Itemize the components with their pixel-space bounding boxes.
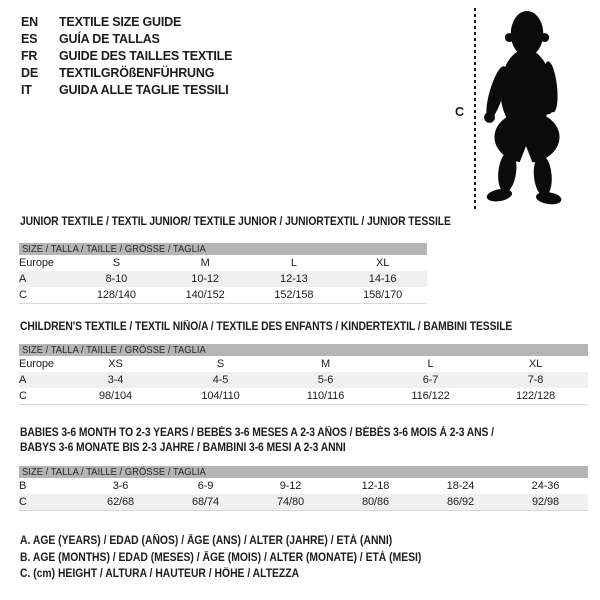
table-cell: 128/140 — [96, 289, 136, 301]
table-cell: S — [216, 358, 225, 370]
table-cell: S — [112, 257, 120, 269]
size-header-bar — [19, 243, 427, 255]
language-title-list — [21, 14, 232, 99]
table-cell: 10-12 — [191, 273, 219, 285]
table-cell: 80/86 — [361, 496, 390, 508]
table-cell: 3-6 — [112, 480, 129, 492]
note-age-years — [20, 533, 466, 550]
note-text: A. AGE (YEARS) / EDAD (AÑOS) / ÂGE (ANS) / ALTER (JAHRE) / ETÀ (ANNI) — [20, 535, 393, 547]
table-row — [19, 271, 427, 287]
row-label: Europe — [19, 257, 54, 269]
table-title-text: CHILDREN'S TEXTILE / TEXTIL NIÑO/A / TEXTILE DES ENFANTS / KINDERTEXTIL / BAMBINI TESSILE — [20, 321, 513, 333]
table-cell: L — [427, 358, 434, 370]
table-row — [19, 356, 588, 372]
size-header-bar — [19, 344, 588, 356]
note-text: C. (cm) HEIGHT / ALTURA / HAUTEUR / HÖHE / ALTEZZA — [20, 568, 300, 580]
list-item — [21, 65, 232, 82]
list-item — [21, 48, 232, 65]
table-cell: M — [200, 257, 210, 269]
list-item — [21, 31, 232, 48]
table-cell: 98/104 — [98, 390, 133, 402]
table-cell: 152/158 — [274, 289, 314, 301]
table-row — [19, 494, 588, 511]
legend-notes — [20, 533, 466, 583]
table-cell: 74/80 — [276, 496, 305, 508]
note-age-months — [20, 550, 466, 567]
table-row — [19, 388, 588, 405]
childrens-textile-section — [19, 322, 588, 405]
junior-textile-section — [19, 216, 451, 304]
table-title — [20, 441, 588, 456]
row-label: A — [19, 374, 27, 386]
childrens-size-table — [19, 356, 588, 405]
language-title: TEXTILGRÖßENFÜHRUNG — [59, 66, 215, 80]
table-cell: 158/170 — [363, 289, 403, 301]
language-code: DE — [21, 66, 38, 80]
table-cell: 7-8 — [527, 374, 544, 386]
table-cell: 140/152 — [185, 289, 225, 301]
table-cell: M — [320, 358, 331, 370]
row-label: A — [19, 273, 27, 285]
table-cell: 8-10 — [105, 273, 128, 285]
table-title — [20, 216, 451, 228]
table-cell: 12-13 — [280, 273, 308, 285]
list-item — [21, 82, 232, 99]
table-cell: 122/128 — [515, 390, 556, 402]
table-cell: L — [290, 257, 297, 269]
table-title — [20, 322, 588, 333]
language-title: GUIDA ALLE TAGLIE TESSILI — [59, 83, 229, 97]
table-cell: 14-16 — [368, 273, 397, 285]
table-cell: 110/116 — [306, 390, 345, 402]
table-cell: 86/92 — [446, 496, 475, 508]
table-cell: 4-5 — [212, 374, 229, 386]
table-title — [20, 426, 588, 441]
language-code: IT — [21, 83, 32, 97]
table-cell: 9-12 — [279, 480, 302, 492]
table-cell: 6-7 — [422, 374, 439, 386]
row-label: C — [19, 390, 27, 402]
note-text: B. AGE (MONTHS) / EDAD (MESES) / ÂGE (MOIS) / ALTER (MONATE) / ETÀ (MESI) — [20, 551, 422, 564]
size-header-label: SIZE / TALLA / TAILLE / GRÖSSE / TAGLIA — [22, 466, 206, 478]
size-header-label: SIZE / TALLA / TAILLE / GRÖSSE / TAGLIA — [22, 243, 206, 255]
table-cell: 3-4 — [107, 374, 124, 386]
table-cell: XL — [528, 358, 543, 370]
babies-textile-section — [19, 426, 588, 511]
row-label: C — [19, 496, 27, 508]
table-cell: 12-18 — [361, 480, 390, 492]
table-cell: 104/110 — [201, 390, 240, 402]
table-cell: 92/98 — [531, 496, 560, 508]
size-header-bar — [19, 466, 588, 478]
babies-size-table — [19, 478, 588, 511]
language-code: EN — [21, 15, 38, 29]
height-measure-dashed-line — [474, 8, 476, 210]
language-title: GUÍA DE TALLAS — [59, 32, 160, 46]
height-measure-label: C — [455, 105, 465, 119]
table-cell: 68/74 — [191, 496, 220, 508]
list-item — [21, 14, 232, 31]
language-code: FR — [21, 49, 38, 63]
table-title-text: JUNIOR TEXTILE / TEXTIL JUNIOR/ TEXTILE JUNIOR / JUNIORTEXTIL / JUNIOR TESSILE — [20, 216, 451, 228]
language-title: GUIDE DES TAILLES TEXTILE — [59, 49, 233, 63]
note-height-cm — [20, 566, 466, 583]
row-label: Europe — [19, 358, 54, 370]
baby-silhouette — [482, 8, 572, 210]
size-header-label: SIZE / TALLA / TAILLE / GRÖSSE / TAGLIA — [22, 344, 206, 356]
table-cell: 24-36 — [531, 480, 560, 492]
table-row — [19, 287, 427, 304]
table-cell: 5-6 — [317, 374, 334, 386]
table-row — [19, 372, 588, 388]
table-cell: 18-24 — [446, 480, 475, 492]
table-title-text: BABIES 3-6 MONTH TO 2-3 YEARS / BEBÉS 3-6 MESES A 2-3 AÑOS / BÉBÉS 3-6 MOIS À 2-3 ANS / — [20, 427, 494, 439]
table-cell: XS — [108, 358, 123, 370]
table-cell: XL — [375, 257, 390, 269]
table-cell: 6-9 — [197, 480, 214, 492]
table-cell: 116/122 — [411, 390, 450, 402]
language-title: TEXTILE SIZE GUIDE — [59, 15, 182, 29]
table-cell: 62/68 — [106, 496, 135, 508]
table-row — [19, 478, 588, 494]
junior-size-table — [19, 255, 427, 304]
table-title-text: BABYS 3-6 MONATE BIS 2-3 JAHRE / BAMBINI 3-6 MESI A 2-3 ANNI — [20, 442, 346, 454]
row-label: B — [19, 480, 27, 492]
language-code: ES — [21, 32, 38, 46]
row-label: C — [19, 289, 27, 301]
table-row — [19, 255, 427, 271]
